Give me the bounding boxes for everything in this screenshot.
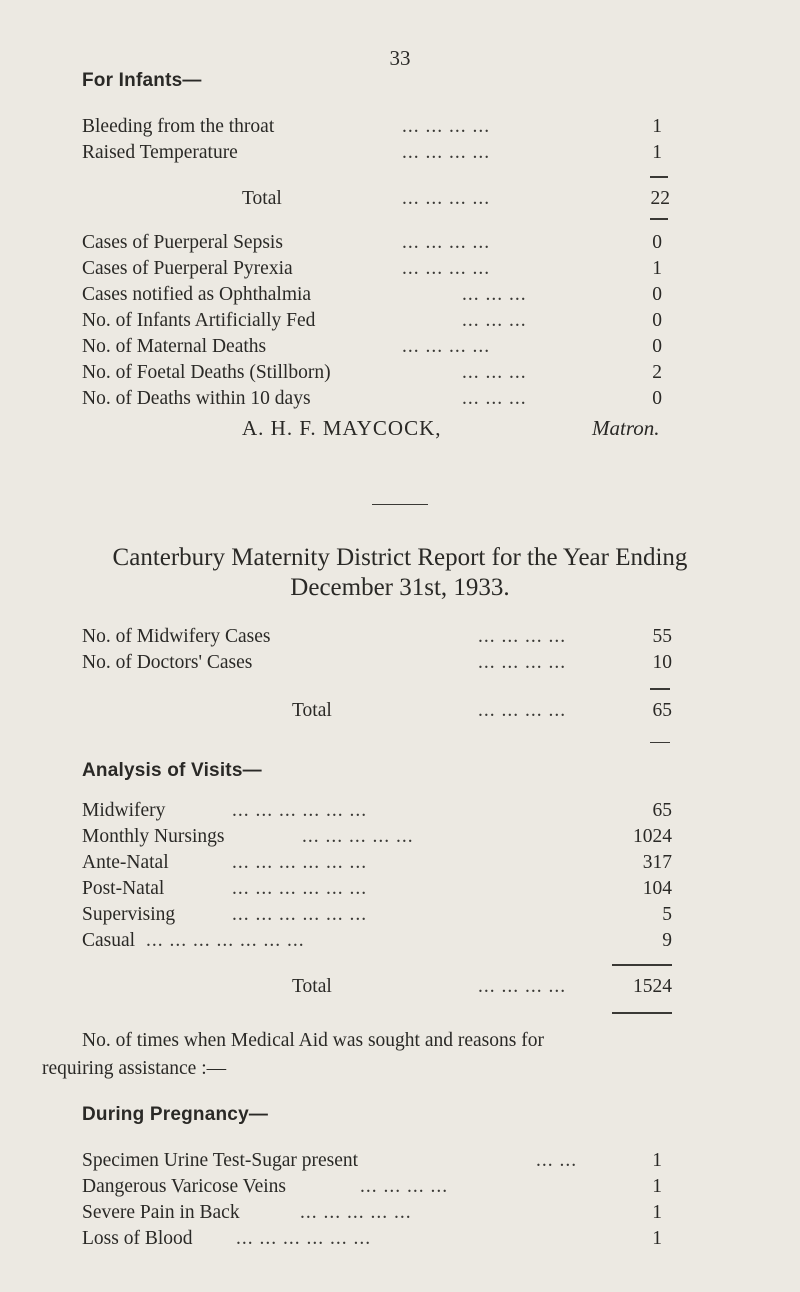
report-title-line1: Canterbury Maternity District Report for the Year Ending bbox=[112, 544, 688, 571]
row-value: 0 bbox=[652, 310, 662, 331]
report-title-line2: December 31st, 1933. bbox=[290, 574, 510, 601]
visit-row bbox=[0, 930, 800, 956]
signature-name: A. H. F. MAYCOCK, bbox=[242, 416, 442, 440]
leader-dots: ... ... ... ... bbox=[478, 700, 567, 721]
leader-dots: ... ... ... bbox=[462, 284, 527, 305]
total-label: Total bbox=[242, 188, 282, 209]
row-label: Raised Temperature bbox=[82, 142, 238, 163]
total-value: 1524 bbox=[633, 976, 672, 997]
row-value: 5 bbox=[662, 904, 672, 925]
medical-aid-line1: No. of times when Medical Aid was sought and reasons for bbox=[82, 1030, 544, 1051]
row-value: 0 bbox=[652, 336, 662, 357]
row-label: Ante-Natal bbox=[82, 852, 169, 873]
row-label: Post-Natal bbox=[82, 878, 165, 899]
case-row bbox=[0, 232, 800, 258]
infants-heading: For Infants— bbox=[82, 70, 202, 91]
row-value: 1 bbox=[652, 116, 662, 137]
leader-dots: ... ... ... ... bbox=[478, 976, 567, 997]
visit-row bbox=[0, 800, 800, 826]
pregnancy-row bbox=[0, 1176, 800, 1202]
sum-rule bbox=[612, 1012, 672, 1014]
visit-row bbox=[0, 852, 800, 878]
signature-title: Matron. bbox=[592, 416, 660, 440]
leader-dots: ... ... ... ... bbox=[402, 116, 491, 137]
infants-row bbox=[0, 142, 800, 168]
leader-dots: ... ... ... bbox=[462, 388, 527, 409]
visits-heading: Analysis of Visits— bbox=[82, 760, 262, 781]
row-value: 0 bbox=[652, 284, 662, 305]
row-label: No. of Deaths within 10 days bbox=[82, 388, 311, 409]
row-label: No. of Doctors' Cases bbox=[82, 652, 253, 673]
leader-dots: ... ... ... ... ... bbox=[302, 826, 414, 847]
leader-dots: ... ... ... ... bbox=[402, 142, 491, 163]
leader-dots: ... ... ... bbox=[462, 310, 527, 331]
row-value: 317 bbox=[642, 852, 672, 873]
infants-total-row bbox=[0, 188, 800, 214]
row-label: Casual bbox=[82, 930, 136, 951]
row-label: Specimen Urine Test-Sugar present bbox=[82, 1150, 359, 1171]
pregnancy-row bbox=[0, 1202, 800, 1228]
visit-row bbox=[0, 878, 800, 904]
row-label: No. of Midwifery Cases bbox=[82, 626, 271, 647]
row-value: 1 bbox=[652, 258, 662, 279]
case-row bbox=[0, 388, 800, 414]
total-value: 22 bbox=[650, 188, 670, 209]
visits-total-row bbox=[0, 976, 800, 1002]
total-label: Total bbox=[292, 976, 332, 997]
row-value: 9 bbox=[662, 930, 672, 951]
row-label: No. of Maternal Deaths bbox=[82, 336, 267, 357]
pregnancy-row bbox=[0, 1150, 800, 1176]
leader-dots: ... ... ... ... bbox=[360, 1176, 449, 1197]
pregnancy-row bbox=[0, 1228, 800, 1254]
canterbury-total-row bbox=[0, 700, 800, 726]
leader-dots: ... ... ... ... bbox=[402, 232, 491, 253]
row-label: Supervising bbox=[82, 904, 176, 925]
row-value: 10 bbox=[652, 652, 672, 673]
leader-dots: ... ... ... bbox=[462, 362, 527, 383]
row-value: 55 bbox=[652, 626, 672, 647]
sum-rule bbox=[650, 688, 670, 690]
leader-dots: ... ... ... ... ... ... bbox=[232, 852, 368, 873]
visit-row bbox=[0, 826, 800, 852]
leader-dots: ... ... ... ... ... ... bbox=[232, 800, 368, 821]
leader-dots: ... ... ... ... bbox=[478, 652, 567, 673]
medical-aid-line2: requiring assistance :— bbox=[42, 1058, 227, 1079]
infants-row bbox=[0, 116, 800, 142]
row-label: Bleeding from the throat bbox=[82, 116, 275, 137]
case-row bbox=[0, 258, 800, 284]
leader-dots: ... ... ... ... ... ... bbox=[232, 878, 368, 899]
case-row bbox=[0, 310, 800, 336]
row-label: Dangerous Varicose Veins bbox=[82, 1176, 286, 1197]
row-label: Cases of Puerperal Pyrexia bbox=[82, 258, 293, 279]
total-value: 65 bbox=[652, 700, 672, 721]
canterbury-row bbox=[0, 626, 800, 652]
row-value: 65 bbox=[652, 800, 672, 821]
leader-dots: ... ... ... ... bbox=[402, 336, 491, 357]
row-value: 1 bbox=[652, 1202, 662, 1223]
canterbury-row bbox=[0, 652, 800, 678]
row-value: 2 bbox=[652, 362, 662, 383]
signature bbox=[0, 416, 800, 446]
row-label: No. of Foetal Deaths (Stillborn) bbox=[82, 362, 331, 383]
row-value: 1 bbox=[652, 1228, 662, 1249]
row-value: 1 bbox=[652, 1176, 662, 1197]
row-label: Loss of Blood bbox=[82, 1228, 193, 1249]
row-label: Monthly Nursings bbox=[82, 826, 225, 847]
sum-rule bbox=[612, 964, 672, 966]
section-divider bbox=[372, 504, 428, 505]
leader-dots: ... ... ... ... ... ... bbox=[236, 1228, 372, 1249]
row-value: 0 bbox=[652, 388, 662, 409]
case-row bbox=[0, 336, 800, 362]
row-value: 0 bbox=[652, 232, 662, 253]
row-label: Cases notified as Ophthalmia bbox=[82, 284, 312, 305]
total-label: Total bbox=[292, 700, 332, 721]
case-row bbox=[0, 284, 800, 310]
row-value: 1 bbox=[652, 1150, 662, 1171]
row-label: Midwifery bbox=[82, 800, 166, 821]
leader-dots: ... ... ... ... bbox=[402, 188, 491, 209]
sum-rule bbox=[650, 218, 668, 220]
row-value: 1 bbox=[652, 142, 662, 163]
pregnancy-heading: During Pregnancy— bbox=[82, 1104, 269, 1125]
row-label: Severe Pain in Back bbox=[82, 1202, 240, 1223]
leader-dots: ... ... ... ... bbox=[402, 258, 491, 279]
page-number: 33 bbox=[389, 46, 411, 70]
leader-dots: ... ... bbox=[536, 1150, 578, 1171]
row-value: 104 bbox=[642, 878, 672, 899]
visit-row bbox=[0, 904, 800, 930]
leader-dots: ... ... ... ... bbox=[478, 626, 567, 647]
row-label: Cases of Puerperal Sepsis bbox=[82, 232, 283, 253]
sum-rule bbox=[650, 742, 670, 743]
leader-dots: ... ... ... ... ... ... ... bbox=[146, 930, 305, 951]
leader-dots: ... ... ... ... ... ... bbox=[232, 904, 368, 925]
leader-dots: ... ... ... ... ... bbox=[300, 1202, 412, 1223]
case-row bbox=[0, 362, 800, 388]
row-value: 1024 bbox=[633, 826, 672, 847]
sum-rule bbox=[650, 176, 668, 178]
row-label: No. of Infants Artificially Fed bbox=[82, 310, 316, 331]
